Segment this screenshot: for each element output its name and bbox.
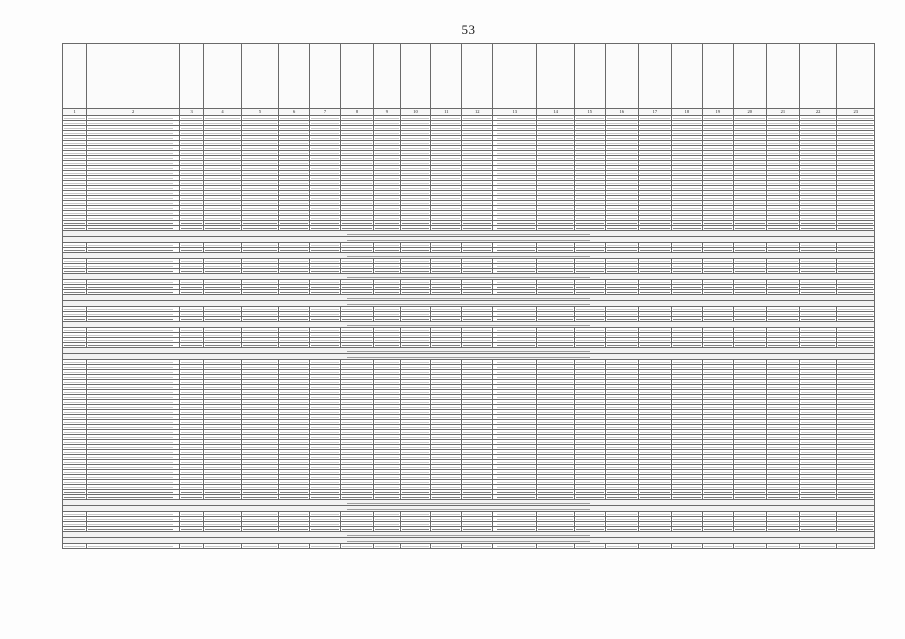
table-cell <box>733 544 766 549</box>
column-header-cell <box>702 44 733 109</box>
section-heading-text <box>347 351 590 352</box>
table-row <box>63 544 875 549</box>
page-number: 53 <box>461 22 476 37</box>
column-number-cell: 18 <box>671 109 702 116</box>
column-header-row <box>63 44 875 109</box>
column-header-cell <box>431 44 462 109</box>
column-header-cell <box>340 44 373 109</box>
column-header-cell <box>537 44 575 109</box>
table-cell <box>574 544 605 549</box>
section-heading-text <box>347 234 590 235</box>
column-header-cell <box>493 44 537 109</box>
section-heading-text <box>347 298 590 299</box>
table-cell <box>374 544 400 549</box>
table-cell <box>431 544 462 549</box>
table-cell <box>179 544 203 549</box>
column-number-cell: 16 <box>605 109 638 116</box>
column-number-cell: 12 <box>462 109 493 116</box>
section-heading-text <box>347 240 590 241</box>
table-cell <box>340 544 373 549</box>
column-header-cell <box>799 44 837 109</box>
section-heading-text <box>347 509 590 510</box>
column-number-cell: 19 <box>702 109 733 116</box>
table-cell <box>766 544 799 549</box>
column-header-cell <box>63 44 87 109</box>
column-number-cell: 3 <box>179 109 203 116</box>
column-number-cell: 6 <box>279 109 310 116</box>
column-number-cell: 11 <box>431 109 462 116</box>
table-cell <box>493 544 537 549</box>
column-number-cell: 20 <box>733 109 766 116</box>
column-number-cell: 1 <box>63 109 87 116</box>
column-number-cell: 15 <box>574 109 605 116</box>
column-number-cell: 14 <box>537 109 575 116</box>
column-header-cell <box>374 44 400 109</box>
table-cell <box>63 544 87 549</box>
section-heading-text <box>347 277 590 278</box>
column-header-cell <box>310 44 341 109</box>
column-number-cell: 7 <box>310 109 341 116</box>
column-number-cell: 2 <box>87 109 180 116</box>
column-number-cell: 17 <box>638 109 671 116</box>
column-header-cell <box>605 44 638 109</box>
column-header-cell <box>179 44 203 109</box>
section-heading-text <box>347 357 590 358</box>
column-number-cell: 8 <box>340 109 373 116</box>
column-header-cell <box>638 44 671 109</box>
column-number-cell: 9 <box>374 109 400 116</box>
table-cell <box>605 544 638 549</box>
table-cell <box>310 544 341 549</box>
table-cell <box>537 544 575 549</box>
column-header-cell <box>241 44 279 109</box>
capital-repair-register-table <box>62 43 875 549</box>
column-number-cell: 13 <box>493 109 537 116</box>
column-header-cell <box>766 44 799 109</box>
column-header-cell <box>279 44 310 109</box>
table-cell <box>462 544 493 549</box>
table-cell <box>279 544 310 549</box>
column-number-cell: 21 <box>766 109 799 116</box>
section-heading-text <box>347 541 590 542</box>
column-number-cell: 23 <box>837 109 875 116</box>
table-cell <box>204 544 242 549</box>
table-cell <box>87 544 180 549</box>
section-heading-text <box>347 304 590 305</box>
section-heading-text <box>347 325 590 326</box>
section-heading-text <box>347 256 590 257</box>
table-cell <box>400 544 431 549</box>
column-header-cell <box>733 44 766 109</box>
column-number-cell: 4 <box>204 109 242 116</box>
column-header-cell <box>574 44 605 109</box>
section-heading-text <box>347 535 590 536</box>
column-header-cell <box>837 44 875 109</box>
table-cell <box>702 544 733 549</box>
table-cell <box>638 544 671 549</box>
table-cell <box>837 544 875 549</box>
section-heading-text <box>347 503 590 504</box>
column-header-cell <box>400 44 431 109</box>
column-number-cell: 5 <box>241 109 279 116</box>
column-number-cell: 22 <box>799 109 837 116</box>
column-header-cell <box>204 44 242 109</box>
column-header-cell <box>462 44 493 109</box>
table-cell <box>799 544 837 549</box>
column-header-cell <box>671 44 702 109</box>
table-cell <box>241 544 279 549</box>
column-header-cell <box>87 44 180 109</box>
table-cell <box>671 544 702 549</box>
column-number-cell: 10 <box>400 109 431 116</box>
column-number-row <box>63 109 875 116</box>
